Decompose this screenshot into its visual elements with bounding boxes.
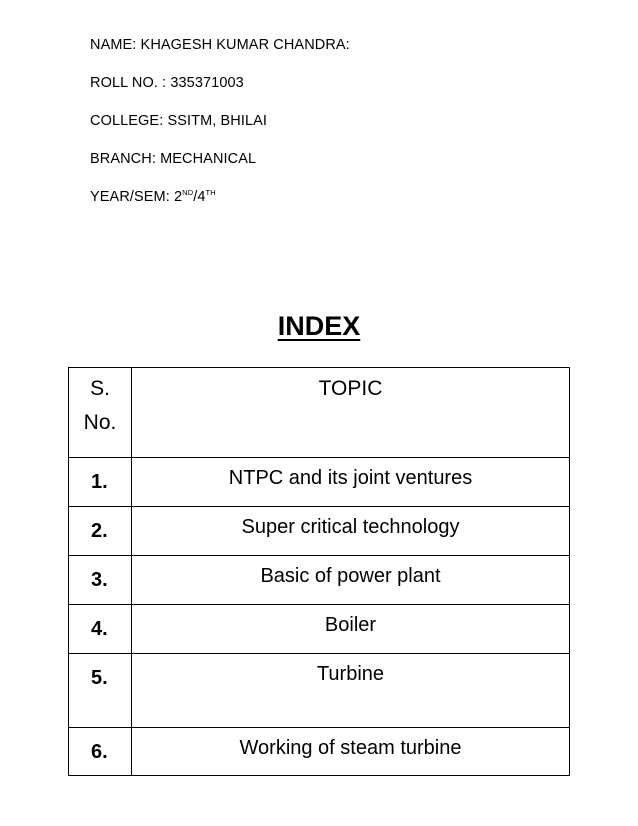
header-sno xyxy=(69,368,132,458)
row-number: 6. xyxy=(69,728,132,776)
table-row xyxy=(69,605,570,654)
table-row xyxy=(69,556,570,605)
row-topic: NTPC and its joint ventures xyxy=(132,458,570,507)
row-number: 1. xyxy=(69,458,132,507)
index-title: INDEX xyxy=(277,311,361,341)
row-number: 3. xyxy=(69,556,132,605)
sem-prefix: /4 xyxy=(193,189,206,205)
table-header-row xyxy=(69,368,570,458)
header-sno-line1: S. xyxy=(90,377,110,400)
row-topic: Basic of power plant xyxy=(132,556,570,605)
index-table xyxy=(68,367,570,776)
college-line: COLLEGE: SSITM, BHILAI xyxy=(90,113,268,129)
table-row xyxy=(69,458,570,507)
student-info xyxy=(90,36,350,226)
table-row xyxy=(69,654,570,728)
row-topic: Turbine xyxy=(132,654,570,728)
row-number: 2. xyxy=(69,507,132,556)
year-superscript: ND xyxy=(182,188,194,197)
name-line: NAME: KHAGESH KUMAR CHANDRA: xyxy=(90,37,350,53)
row-number: 5. xyxy=(69,654,132,728)
header-sno-line2: No. xyxy=(83,411,117,434)
row-topic: Working of steam turbine xyxy=(132,728,570,776)
table-row xyxy=(69,507,570,556)
year-prefix: YEAR/SEM: 2 xyxy=(90,189,183,205)
header-topic: TOPIC xyxy=(132,368,570,458)
year-sem-line xyxy=(90,188,350,206)
row-topic: Super critical technology xyxy=(132,507,570,556)
row-topic: Boiler xyxy=(132,605,570,654)
table-row xyxy=(69,728,570,776)
row-number: 4. xyxy=(69,605,132,654)
roll-line: ROLL NO. : 335371003 xyxy=(90,75,244,91)
sem-superscript: TH xyxy=(205,188,216,197)
branch-line: BRANCH: MECHANICAL xyxy=(90,151,257,167)
